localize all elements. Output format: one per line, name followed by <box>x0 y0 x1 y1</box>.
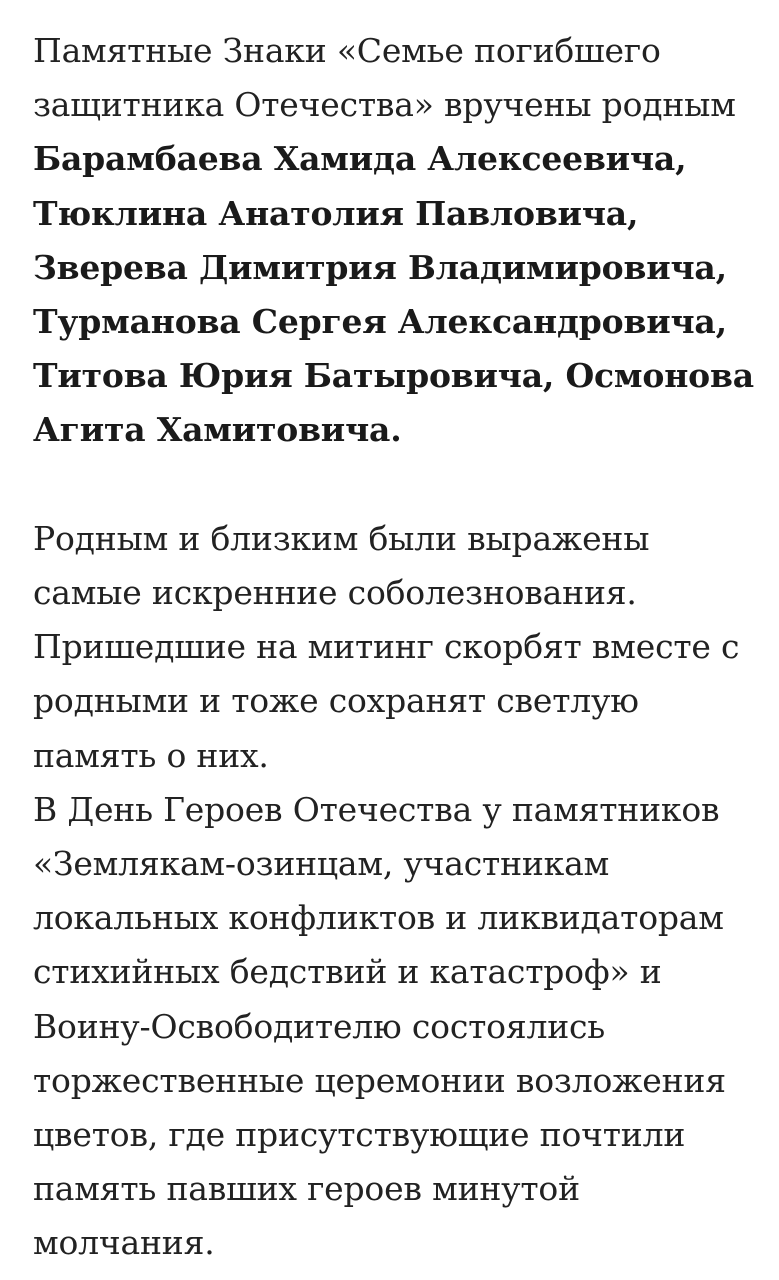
ceremony-paragraph <box>33 783 759 1271</box>
paragraph-spacer <box>33 458 759 512</box>
text-line: стихийных бедствий и катастроф» и <box>33 952 662 992</box>
text-line: В День Героев Отечества у памятников <box>33 789 720 829</box>
text-line: самые искренние соболезнования. <box>33 573 637 613</box>
text-line: молчания. <box>33 1223 215 1263</box>
recipient-name: Турманова Сергея Александровича, <box>33 302 727 342</box>
awards-paragraph <box>33 24 759 458</box>
text-line: защитника Отечества» вручены родным <box>33 85 736 125</box>
text-line: цветов, где присутствующие почтили <box>33 1115 686 1155</box>
recipient-name: Титова Юрия Батыровича, Осмонова <box>33 356 754 396</box>
text-line: память павших героев минутой <box>33 1169 580 1209</box>
recipient-name: Тюклина Анатолия Павловича, <box>33 193 639 233</box>
text-line: Воину-Освободителю состоялись <box>33 1006 606 1046</box>
text-line: торжественные церемонии возложения <box>33 1060 726 1100</box>
text-line: Пришедшие на митинг скорбят вместе с <box>33 627 740 667</box>
text-line: «Землякам-озинцам, участникам <box>33 844 610 884</box>
text-line: Памятные Знаки «Семье погибшего <box>33 31 661 70</box>
recipient-name: Агита Хамитовича. <box>33 410 402 450</box>
text-line: локальных конфликтов и ликвидаторам <box>33 898 724 938</box>
text-line: Родным и близким были выражены <box>33 518 650 558</box>
recipient-name: Барамбаева Хамида Алексеевича, <box>33 139 687 179</box>
condolences-paragraph <box>33 512 759 783</box>
text-line: память о них. <box>33 735 269 775</box>
text-line: родными и тоже сохранят светлую <box>33 681 639 721</box>
recipient-name: Зверева Димитрия Владимировича, <box>33 247 727 287</box>
